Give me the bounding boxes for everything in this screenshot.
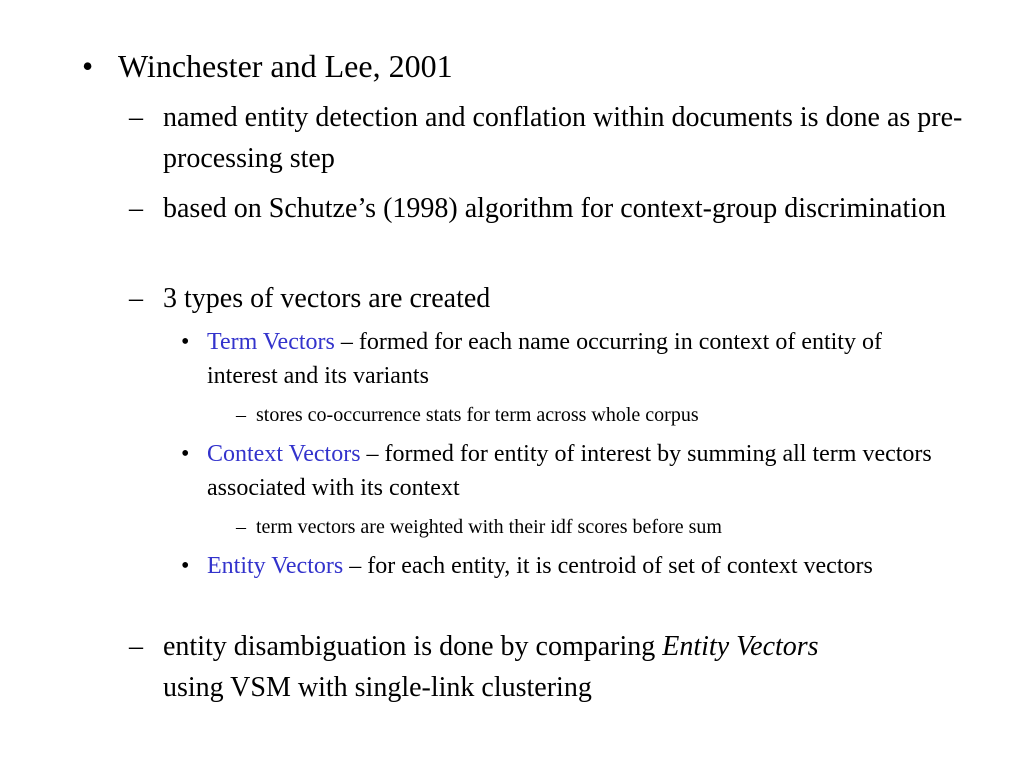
bullet-item-term-vectors xyxy=(181,325,947,393)
item-text: stores co-occurrence stats for term across whole corpus xyxy=(256,404,699,426)
dash-marker: – xyxy=(129,193,143,224)
item-text: 3 types of vectors are created xyxy=(163,283,491,314)
bullet-marker: • xyxy=(82,48,94,84)
item-text: – formed for entity of interest by summing all term vectors associated with its context xyxy=(207,441,932,501)
item-text-after: using VSM with single-link clustering xyxy=(163,672,592,703)
item-text: named entity detection and conflation within documents is done as pre-processing step xyxy=(163,102,963,174)
bullet-marker: • xyxy=(181,329,190,355)
item-text-before: entity disambiguation is done by comparing xyxy=(163,631,663,662)
bullet-marker: • xyxy=(181,441,190,467)
dash-marker: – xyxy=(236,404,246,426)
bullet-item-disambiguation xyxy=(129,626,883,708)
bullet-item-three-types xyxy=(129,278,963,319)
bullet-item-ne-detection xyxy=(129,97,963,179)
item-text: – formed for each name occurring in context of entity of interest and its variants xyxy=(207,329,882,389)
bullet-item-entity-vectors xyxy=(181,549,927,583)
entity-vectors-emphasis: Entity Vectors xyxy=(662,631,819,662)
dash-marker: – xyxy=(129,102,143,133)
bullet-item-context-vectors-sub xyxy=(236,512,956,542)
term-vectors-term: Term Vectors xyxy=(207,329,335,355)
item-text: – for each entity, it is centroid of set of context vectors xyxy=(343,553,873,579)
item-text: term vectors are weighted with their idf scores before sum xyxy=(256,516,722,538)
bullet-marker: • xyxy=(181,553,190,579)
context-vectors-term: Context Vectors xyxy=(207,441,361,467)
dash-marker: – xyxy=(236,516,246,538)
entity-vectors-term: Entity Vectors xyxy=(207,553,344,579)
bullet-item-schutze xyxy=(129,188,963,229)
item-text: based on Schutze’s (1998) algorithm for context-group discrimination xyxy=(163,193,947,224)
heading-text: Winchester and Lee, 2001 xyxy=(118,48,453,84)
bullet-item-context-vectors xyxy=(181,437,947,505)
dash-marker: – xyxy=(129,283,143,314)
heading-bullet-item xyxy=(82,46,978,86)
bullet-item-term-vectors-sub xyxy=(236,400,956,430)
dash-marker: – xyxy=(129,631,143,662)
